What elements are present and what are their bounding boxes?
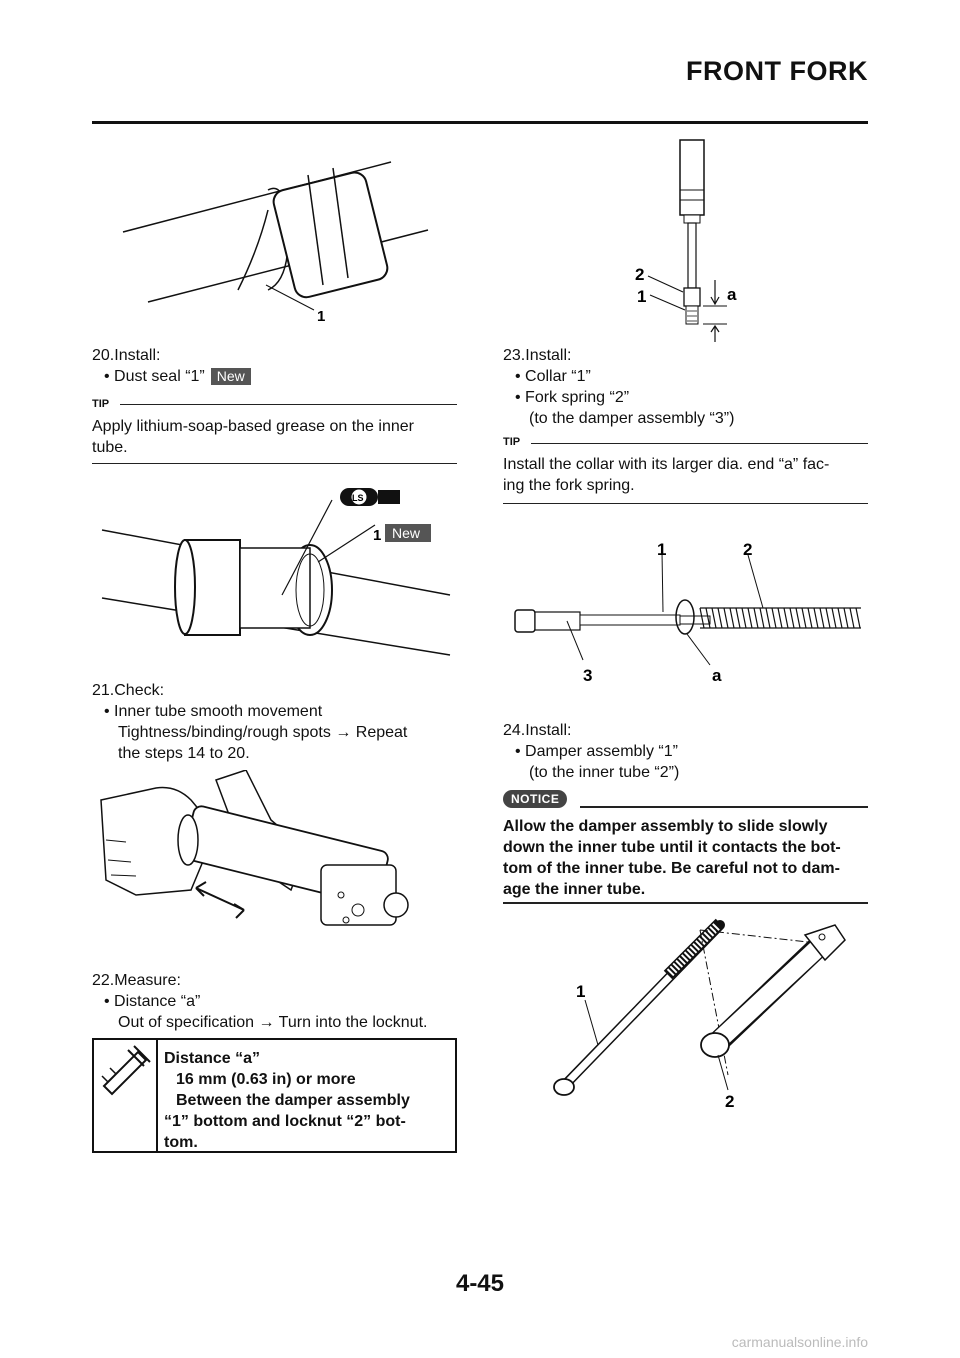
- notice-badge: NOTICE: [503, 790, 567, 808]
- spec-line3: “1” bottom and locknut “2” bot-: [164, 1113, 406, 1130]
- fig1-callout-1: 1: [317, 308, 326, 325]
- step23-item1: • Collar “1”: [515, 368, 591, 385]
- page-number: 4-45: [455, 1270, 505, 1297]
- notice-line1: Allow the damper assembly to slide slowly: [503, 818, 828, 835]
- grease-figure: [100, 480, 460, 660]
- step21-item: • Inner tube smooth movement: [104, 703, 323, 720]
- caliper-icon: [98, 1042, 156, 1102]
- spec-line4: tom.: [164, 1134, 198, 1151]
- step23-item2b: (to the damper assembly “3”): [529, 410, 735, 427]
- step23-title: 23.Install:: [503, 347, 572, 364]
- step20-title: 20.Install:: [92, 347, 161, 364]
- notice-line4: age the inner tube.: [503, 881, 646, 898]
- tip1-top-rule: [120, 404, 457, 405]
- tip2-bottom-rule: [503, 503, 868, 504]
- insert-callout-2: 2: [725, 1092, 735, 1111]
- spring-callout-1: 1: [657, 540, 667, 559]
- insert-callout-1: 1: [576, 982, 586, 1001]
- step22-item: • Distance “a”: [104, 993, 201, 1010]
- tip2-line2: ing the fork spring.: [503, 477, 635, 494]
- watermark: carmanualsonline.info: [731, 1334, 868, 1350]
- notice-line3: tom of the inner tube. Be careful not to dam-: [503, 860, 840, 877]
- tip1-label: TIP: [92, 398, 110, 410]
- spring-callout-a: a: [712, 666, 722, 685]
- hands-check-figure: [96, 770, 426, 950]
- step24-item1: • Damper assembly “1”: [515, 743, 678, 760]
- step24-item1b: (to the inner tube “2”): [529, 764, 680, 781]
- damper-insert-figure: [550, 915, 860, 1115]
- tip2-label: TIP: [503, 436, 521, 448]
- tip1-bottom-rule: [92, 463, 457, 464]
- new-badge: New: [211, 368, 251, 385]
- dust-seal-figure: [118, 150, 438, 330]
- step20-item-text: • Dust seal “1”: [104, 368, 205, 385]
- spec-icon-cell: [94, 1040, 158, 1151]
- tip1-line2: tube.: [92, 439, 128, 456]
- fig-top-callout-2: 2: [635, 265, 645, 284]
- step21-title: 21.Check:: [92, 682, 165, 699]
- notice-top-rule: [580, 806, 868, 808]
- step22-line2: Out of specification → Turn into the locknut.: [118, 1014, 428, 1031]
- step23-item2: • Fork spring “2”: [515, 389, 630, 406]
- ls-label: LS: [352, 493, 364, 503]
- fig-top-callout-a: a: [727, 285, 737, 304]
- spec-box: [92, 1038, 457, 1153]
- fig-top-callout-1: 1: [637, 287, 647, 306]
- damper-distance-figure: [615, 130, 755, 345]
- tip1-line1: Apply lithium-soap-based grease on the inner: [92, 418, 414, 435]
- spring-callout-2: 2: [743, 540, 753, 559]
- spec-title: Distance “a”: [164, 1050, 261, 1067]
- spec-line2: Between the damper assembly: [176, 1092, 410, 1109]
- tip2-line1: Install the collar with its larger dia. end “a” fac-: [503, 456, 830, 473]
- fig2-callout-1: 1: [373, 527, 382, 544]
- step24-title: 24.Install:: [503, 722, 572, 739]
- spec-line1: 16 mm (0.63 in) or more: [176, 1071, 356, 1088]
- fig2-new-badge: New: [392, 525, 421, 541]
- spring-callout-3: 3: [583, 666, 593, 685]
- notice-bottom-rule: [503, 902, 868, 904]
- step21-line3: the steps 14 to 20.: [118, 745, 250, 762]
- fork-spring-figure: [505, 530, 870, 690]
- header-rule: [92, 121, 868, 124]
- step21-line2: Tightness/binding/rough spots → Repeat: [118, 724, 408, 741]
- tip2-top-rule: [531, 443, 868, 444]
- page-title: FRONT FORK: [686, 56, 868, 86]
- step20-item: [92, 366, 251, 387]
- notice-line2: down the inner tube until it contacts the bot-: [503, 839, 841, 856]
- step22-title: 22.Measure:: [92, 972, 181, 989]
